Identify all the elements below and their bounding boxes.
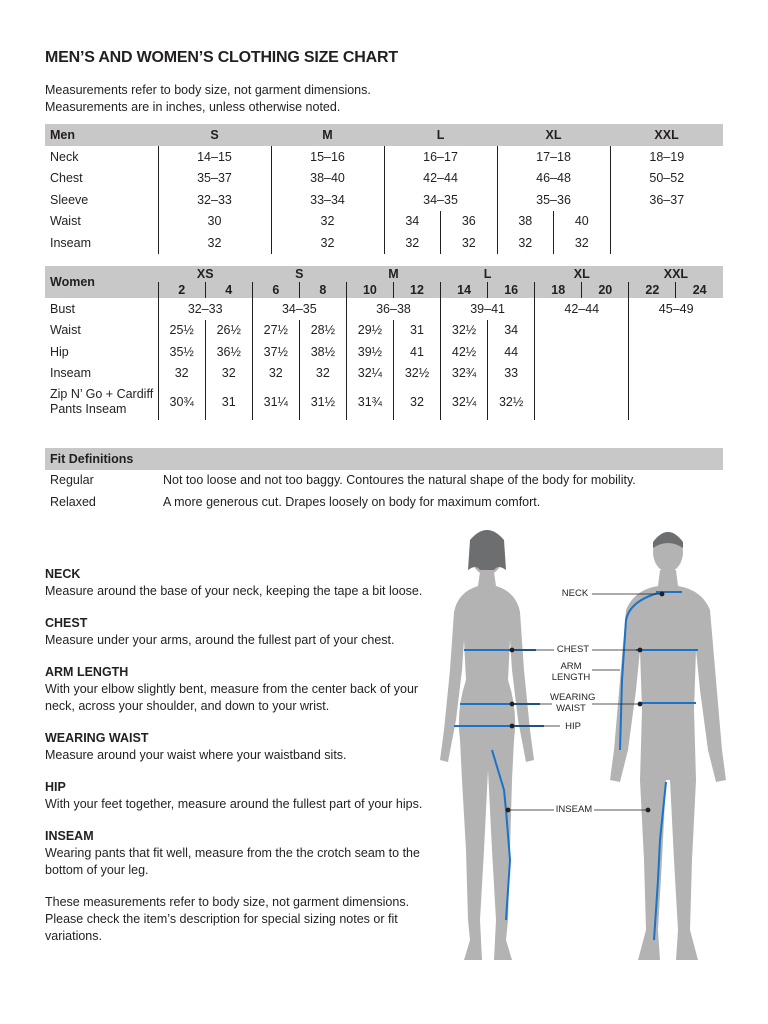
women-header-label: Women (45, 266, 158, 298)
cell: 32–33 (158, 189, 271, 211)
guide-heading: WEARING WAIST (45, 731, 149, 745)
guide-text: Measure under your arms, around the fullest part of your chest. (45, 633, 395, 647)
women-row-hip (45, 341, 723, 363)
intro-text (45, 82, 371, 116)
cell: 32 (554, 232, 611, 254)
callout-dot (638, 648, 642, 652)
cell (535, 363, 629, 385)
cell: 32 (271, 232, 384, 254)
women-size-xxl: XXL (629, 266, 723, 282)
women-size-l: L (441, 266, 535, 282)
women-size-number: 10 (346, 282, 393, 298)
cell: 32 (497, 232, 554, 254)
cell: 16–17 (384, 146, 497, 168)
cell: 42½ (441, 341, 488, 363)
cell (629, 320, 723, 342)
cell: 31 (205, 384, 252, 420)
cell: 41 (393, 341, 440, 363)
guide-text: With your feet together, measure around the fullest part of your hips. (45, 797, 423, 811)
cell: 42–44 (384, 168, 497, 190)
guide-text: Wearing pants that fit well, measure from the the crotch seam to the bottom of your leg. (45, 846, 420, 877)
cell (610, 211, 723, 233)
cell: 31¾ (346, 384, 393, 420)
callout-line: ARM (560, 661, 582, 672)
cell: 30 (158, 211, 271, 233)
callout-line: LENGTH (551, 672, 591, 683)
measuring-guide (45, 566, 435, 960)
cell: 32 (158, 363, 205, 385)
men-size-l: L (384, 124, 497, 146)
cell: 38–40 (271, 168, 384, 190)
women-size-number: 18 (535, 282, 582, 298)
women-size-number: 8 (299, 282, 346, 298)
men-size-xxl: XXL (610, 124, 723, 146)
women-size-number: 2 (158, 282, 205, 298)
cell: 32 (393, 384, 440, 420)
women-size-number: 16 (488, 282, 535, 298)
cell: 39–41 (441, 298, 535, 320)
fit-name: Regular (50, 473, 94, 487)
men-row-sleeve (45, 189, 723, 211)
guide-heading: CHEST (45, 616, 88, 630)
women-row-waist (45, 320, 723, 342)
callout-arm-length (550, 661, 592, 683)
cell: 32¾ (441, 363, 488, 385)
cell: 34 (488, 320, 535, 342)
row-label: Waist (50, 214, 81, 229)
women-row-zip-inseam (45, 384, 723, 420)
man-body (610, 570, 726, 960)
woman-hair (468, 530, 506, 570)
cell: 45–49 (629, 298, 723, 320)
women-size-number: 12 (393, 282, 440, 298)
row-label-line: Pants Inseam (50, 402, 127, 416)
callout-dot (646, 808, 650, 812)
cell (610, 232, 723, 254)
cell: 32 (158, 232, 271, 254)
women-size-xl: XL (535, 266, 629, 282)
cell: 25½ (158, 320, 205, 342)
row-label: Chest (50, 171, 83, 186)
cell: 38 (497, 211, 554, 233)
women-size-number: 24 (676, 282, 723, 298)
cell: 40 (554, 211, 611, 233)
intro-line: Measurements refer to body size, not garment dimensions. (45, 83, 371, 97)
men-row-waist (45, 211, 723, 233)
cell: 36 (441, 211, 498, 233)
women-size-table (45, 266, 723, 420)
fit-description: A more generous cut. Drapes loosely on body for maximum comfort. (163, 495, 541, 509)
men-row-chest (45, 168, 723, 190)
cell: 31¼ (252, 384, 299, 420)
cell: 36½ (205, 341, 252, 363)
men-size-m: M (271, 124, 384, 146)
cell: 29½ (346, 320, 393, 342)
callout-dot (510, 648, 514, 652)
row-label: Inseam (50, 235, 91, 250)
cell: 33–34 (271, 189, 384, 211)
fit-description: Not too loose and not too baggy. Contoures the natural shape of the body for mobility. (163, 473, 636, 487)
man-figure (610, 532, 726, 960)
row-label (45, 384, 158, 420)
women-size-number: 6 (252, 282, 299, 298)
callout-inseam: INSEAM (555, 804, 593, 815)
cell: 17–18 (497, 146, 610, 168)
cell: 15–16 (271, 146, 384, 168)
guide-text: Measure around your waist where your waistband sits. (45, 748, 347, 762)
cell: 32 (205, 363, 252, 385)
men-header-row (45, 124, 723, 146)
cell: 18–19 (610, 146, 723, 168)
woman-body (440, 572, 534, 960)
cell: 34–35 (384, 189, 497, 211)
callout-line: WAIST (556, 703, 586, 714)
guide-item-neck (45, 566, 435, 600)
callout-line: WEARING (550, 692, 596, 703)
men-row-neck (45, 146, 723, 168)
fit-row-regular (50, 469, 636, 491)
cell: 32½ (441, 320, 488, 342)
cell: 30¾ (158, 384, 205, 420)
cell (629, 384, 723, 420)
row-label: Hip (50, 344, 69, 359)
cell (535, 384, 629, 420)
callout-neck: NECK (561, 588, 589, 599)
cell: 32 (252, 363, 299, 385)
callout-dot (510, 702, 514, 706)
cell: 32¼ (441, 384, 488, 420)
women-row-bust (45, 298, 723, 320)
guide-text: With your elbow slightly bent, measure from the center back of your neck, across your shoulder, and down to your wrist. (45, 682, 419, 713)
cell: 50–52 (610, 168, 723, 190)
cell: 32–33 (158, 298, 252, 320)
body-measurement-diagram (440, 520, 740, 980)
row-label-line: Zip N’ Go + Cardiff (50, 387, 154, 401)
women-size-s: S (252, 266, 346, 282)
women-row-inseam (45, 363, 723, 385)
cell: 32½ (488, 384, 535, 420)
callout-wearing-waist (550, 692, 596, 714)
cell: 32 (441, 232, 498, 254)
page-title: MEN’S AND WOMEN’S CLOTHING SIZE CHART (45, 49, 398, 66)
guide-heading: INSEAM (45, 829, 94, 843)
callout-chest: CHEST (556, 644, 590, 655)
callout-dot (660, 592, 664, 596)
men-row-inseam (45, 232, 723, 254)
cell: 31 (393, 320, 440, 342)
cell: 35½ (158, 341, 205, 363)
cell: 32¼ (346, 363, 393, 385)
women-size-xs: XS (158, 266, 252, 282)
fit-row-relaxed (50, 491, 540, 513)
women-size-m: M (346, 266, 440, 282)
guide-item-hip (45, 779, 435, 813)
cell: 42–44 (535, 298, 629, 320)
women-header-row-sizes (45, 266, 723, 282)
fit-definitions-header: Fit Definitions (45, 448, 723, 470)
cell: 32 (384, 232, 441, 254)
row-label: Sleeve (50, 192, 89, 207)
guide-item-wearing-waist (45, 730, 435, 764)
woman-figure (440, 530, 534, 960)
row-label: Bust (50, 301, 76, 316)
callout-dot (638, 702, 642, 706)
women-size-number: 14 (441, 282, 488, 298)
row-label: Waist (50, 323, 81, 338)
intro-line: Measurements are in inches, unless otherwise noted. (45, 100, 341, 114)
cell: 36–37 (610, 189, 723, 211)
women-size-number: 20 (582, 282, 629, 298)
cell (629, 363, 723, 385)
cell: 46–48 (497, 168, 610, 190)
men-header-label: Men (45, 124, 158, 146)
cell: 35–37 (158, 168, 271, 190)
cell: 39½ (346, 341, 393, 363)
guide-item-inseam (45, 828, 435, 879)
cell: 38½ (299, 341, 346, 363)
cell: 37½ (252, 341, 299, 363)
cell: 31½ (299, 384, 346, 420)
cell: 34–35 (252, 298, 346, 320)
callout-hip: HIP (565, 721, 581, 732)
cell (535, 320, 629, 342)
callout-dot (510, 724, 514, 728)
cell: 14–15 (158, 146, 271, 168)
callout-dot (506, 808, 510, 812)
cell: 32 (271, 211, 384, 233)
fit-name: Relaxed (50, 495, 96, 509)
men-size-s: S (158, 124, 271, 146)
women-size-number: 4 (205, 282, 252, 298)
row-label: Inseam (50, 366, 91, 381)
guide-heading: NECK (45, 567, 81, 581)
guide-note: These measurements refer to body size, not garment dimensions. Please check the item’s description for special sizing notes or fit variations. (45, 895, 410, 943)
cell: 34 (384, 211, 441, 233)
guide-heading: ARM LENGTH (45, 665, 129, 679)
guide-item-chest (45, 615, 435, 649)
guide-text: Measure around the base of your neck, keeping the tape a bit loose. (45, 584, 423, 598)
cell: 36–38 (346, 298, 440, 320)
cell: 28½ (299, 320, 346, 342)
cell: 32 (299, 363, 346, 385)
cell (535, 341, 629, 363)
men-size-table (45, 124, 723, 254)
cell: 32½ (393, 363, 440, 385)
cell: 44 (488, 341, 535, 363)
guide-item-arm-length (45, 664, 435, 715)
cell: 35–36 (497, 189, 610, 211)
cell: 26½ (205, 320, 252, 342)
men-size-xl: XL (497, 124, 610, 146)
row-label: Neck (50, 149, 79, 164)
women-size-number: 22 (629, 282, 676, 298)
cell (629, 341, 723, 363)
cell: 33 (488, 363, 535, 385)
cell: 27½ (252, 320, 299, 342)
guide-heading: HIP (45, 780, 66, 794)
